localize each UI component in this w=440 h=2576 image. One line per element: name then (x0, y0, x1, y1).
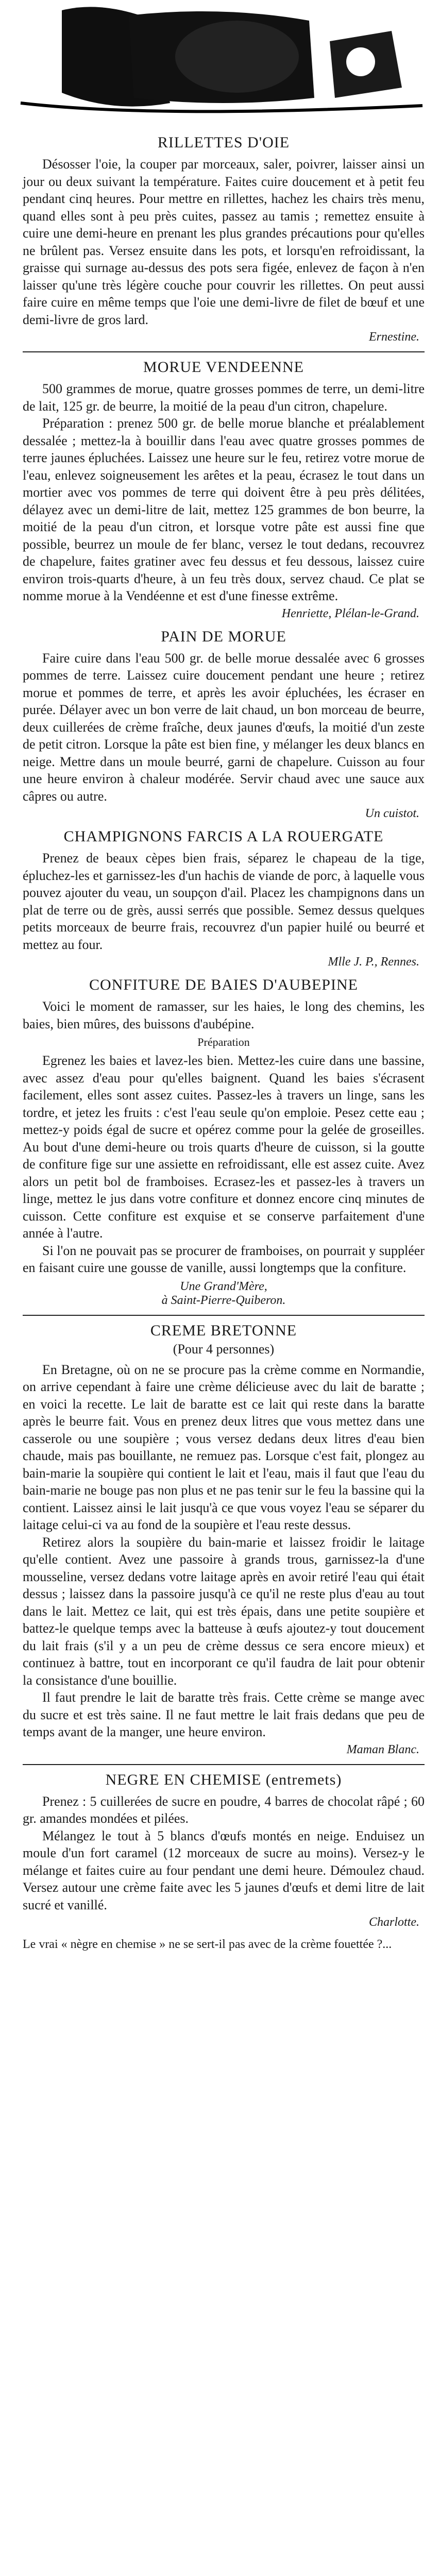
recipe-paragraph: Voici le moment de ramasser, sur les haies, le long des chemins, les baies, bien mûres, des buissons d'aubépine. (23, 999, 425, 1031)
recipe-signature: Un cuistot. (365, 807, 419, 820)
recipe-title: PAIN DE MORUE (161, 628, 286, 645)
recipe-signature: Maman Blanc. (346, 1742, 419, 1756)
recipe-paragraph: 500 grammes de morue, quatre grosses pommes de terre, un demi-litre de lait, 125 gr. de beurre, la moitié de la peau d'un citron, chapelure. (23, 381, 425, 414)
signature-line: Une Grand'Mère, (180, 1279, 267, 1293)
recipe-negre-en-chemise (23, 1771, 425, 1930)
recipe-paragraph: Mélangez le tout à 5 blancs d'œufs montés en neige. Enduisez un moule d'un fort caramel (12 morceaux de sucre au moins). Versez-y le mélange et faites cuire au four pendant une demi heure. Démoulez chaud. Versez autour une crème faite avec les 5 jaunes d'œufs et demi litre de lait sucré et vanillé. (23, 1828, 425, 1912)
divider (23, 1315, 425, 1316)
recipe-title: RILLETTES D'OIE (157, 134, 290, 151)
recipe-paragraph: Il faut prendre le lait de baratte très frais. Cette crème se mange avec du sucre et est très saine. Il ne faut mettre le lait frais dedans que peu de temps avant de la manger, une heure environ. (23, 1690, 425, 1739)
footnote: Le vrai « nègre en chemise » ne se sert-il pas avec de la crème fouettée ?... (23, 1938, 392, 1951)
recipe-paragraph: En Bretagne, où on ne se procure pas la crème comme en Normandie, on arrive cependant à faire une crème délicieuse avec du lait de baratte ; en voici la recette. Le lait de baratte est ce lait qui reste dans la baratte après le beurre fait. Vous en prenez deux litres que vous mettez dans une casserole ou une soupière ; vous versez dedans deux litres d'eau bien chaude, mais pas bouillante, ne remuez pas. Lorsque c'est fait, plongez au bain-marie la soupière qui contient le lait et l'eau, mais il faut que l'eau du bain-marie ne bouge pas non plus et ne pas tenir sur le feu la bassine qui la contient. Laissez ainsi le lait jusqu'à ce que vous voyez l'eau se séparer du laitage celui-ci va au fond de la soupière et l'eau reste dessus. (23, 1362, 425, 1532)
header-illustration (0, 0, 440, 118)
signature-line: à Saint-Pierre-Quiberon. (161, 1293, 286, 1307)
recipe-paragraph: Retirez alors la soupière du bain-marie et laissez froidir le laitage qu'elle contient. Avez une passoire à grands trous, garnissez-la d'une mousseline, versez dedans votre laitage après en avoir retiré l'eau qui était dessus ; laissez dans la passoire jusqu'à ce qu'il ne reste plus d'eau au tout dans le lait. Mettez ce lait, qui est très épais, dans une petite soupière et battez-le quelque temps avec la batteuse à œufs ajoutez-y tout doucement du lait frais (s'il y a un peu de crème dessus ce sera encore mieux) et continuez à battre, tout en incorporant ce qu'il faudra de lait pour obtenir la consistance d'une bouillie. (23, 1534, 425, 1688)
recipe-paragraph: Préparation : prenez 500 gr. de belle morue blanche et préalablement dessalée ; mettez-la à bouillir dans l'eau avec quatre grosses pommes de terre jaunes épluchées. Laissez une heure sur le feu, retirez votre morue de l'eau, enlevez soigneusement les arêtes et la peau, écrasez le tout dans un mortier avec vos pommes de terre qui doivent être à peu près délitées, délayez avec un demi-litre de lait, mettez 125 grammes de bon beurre, la moitié de la peau d'un citron, et lorsque votre pâte est aussi fine que possible, beurrez un moule de fer blanc, versez le tout dedans, recouvrez de chapelure, faites gratiner avec feu dessus et feu dessous, laissez cuire environ trois-quarts d'heure, à un feu très doux, servez chaud. Ce plat se nomme morue à la Vendéenne et est d'une finesse extrême. (23, 416, 425, 603)
divider (23, 1764, 425, 1765)
recipe-paragraph: Egrenez les baies et lavez-les bien. Mettez-les cuire dans une bassine, avec assez d'eau pour qu'elles baignent. Quand les baies s'écrasent facilement, elles sont assez cuites. Passez-les à travers un linge, sans les tordre, et jetez les fruits : c'est l'eau seule qu'on emploie. Pesez cette eau ; mettez-y poids égal de sucre et opérez comme pour la gelée de groseilles. Au bout d'une demi-heure ou trois quarts d'heure de cuisson, si la goutte de confiture fige sur une assiette en refroidissant, elle est assez cuite. Avez alors un petit bol de framboises. Ecrasez-les et passez-les à travers un linge, mettez le jus dans votre confiture et donnez encore cinq minutes de cuisson. Cette confiture est exquise et se conserve parfaitement d'une année à l'autre. (23, 1053, 425, 1241)
recipe-subhead: Préparation (197, 1036, 250, 1048)
recipe-title: NEGRE EN CHEMISE (entremets) (105, 1771, 342, 1788)
recipe-morue-vendeenne (23, 359, 425, 621)
recipe-signature: Ernestine. (369, 330, 419, 344)
recipe-paragraph: Prenez : 5 cuillerées de sucre en poudre, 4 barres de chocolat râpé ; 60 gr. amandes mondées et pilées. (23, 1793, 425, 1826)
recipe-signature: Charlotte. (368, 1916, 419, 1929)
recipe-champignons (23, 828, 425, 969)
recipe-creme-bretonne (23, 1322, 425, 1757)
recipes-column (23, 129, 425, 1952)
recipe-signature: Henriette, Plélan-le-Grand. (281, 606, 419, 620)
divider (23, 351, 425, 352)
recipe-pain-de-morue (23, 628, 425, 821)
recipe-paragraph: Désosser l'oie, la couper par morceaux, saler, poivrer, laisser ainsi un jour ou deux suivant la température. Faites cuire doucement et à petit feu pendant cinq heures. Pour mettre en rillettes, hachez les chairs très menu, quand elles sont à peu près cuites, passez au tamis ; remettez ensuite à cuire une demi-heure en prenant les plus grandes précautions pour qu'elles ne brûlent pas. Versez ensuite dans les pots, et lorsqu'en refroidissant, la graisse qui surnage au-dessus des pots sera figée, enlevez de façon à n'en laisser qu'une très légère couche pour couvrir les rillettes. On peut aussi faire cuire en même temps que l'oie une demi-livre de filet de bœuf et une demi-livre de gros lard. (23, 157, 425, 327)
recipe-confiture-aubepine (23, 976, 425, 1308)
recipe-title: MORUE VENDEENNE (143, 359, 304, 376)
recipe-paragraph: Si l'on ne pouvait pas se procurer de framboises, on pourrait y suppléer en faisant cuire une gousse de vanille, aussi longtemps que la confiture. (23, 1243, 425, 1275)
recipe-subtitle: (Pour 4 personnes) (173, 1341, 275, 1357)
recipe-signature: Mlle J. P., Rennes. (328, 955, 419, 969)
recipe-title: CONFITURE DE BAIES D'AUBEPINE (89, 976, 358, 993)
recipe-title: CREME BRETONNE (150, 1321, 297, 1339)
recipe-signature (23, 1280, 425, 1308)
recipe-paragraph: Faire cuire dans l'eau 500 gr. de belle morue dessalée avec 6 grosses pommes de terre. Laissez cuire doucement pendant une heure ; retirez morue et pommes de terre, et après les avoir épluchées, les écraser en purée. Délayer avec un bon verre de lait chaud, un bon morceau de beurre, deux cuillerées de crème fraîche, deux jaunes d'œufs, la moitié d'un zeste de petit citron. Lorsque la pâte est bien fine, y mélanger les deux blancs en neige. Mettre dans un moule beurré, garni de chapelure. Cuisson au four une heure environ à chaleur modérée. Servir chaud avec une sauce aux câpres ou autre. (23, 650, 425, 804)
recipe-rillettes (23, 134, 425, 344)
recipe-paragraph: Prenez de beaux cèpes bien frais, séparez le chapeau de la tige, épluchez-les et garnissez-les d'un hachis de viande de porc, à laquelle vous pouvez ajouter du veau, un soupçon d'ail. Placez les champignons dans un plat de terre ou de grès, aussi serrés que possible. Semez dessus quelques petits morceaux de beurre frais, recouvrez d'un papier huilé ou beurré et mettez au four. (23, 851, 425, 952)
recipe-title: CHAMPIGNONS FARCIS A LA ROUERGATE (63, 828, 384, 845)
